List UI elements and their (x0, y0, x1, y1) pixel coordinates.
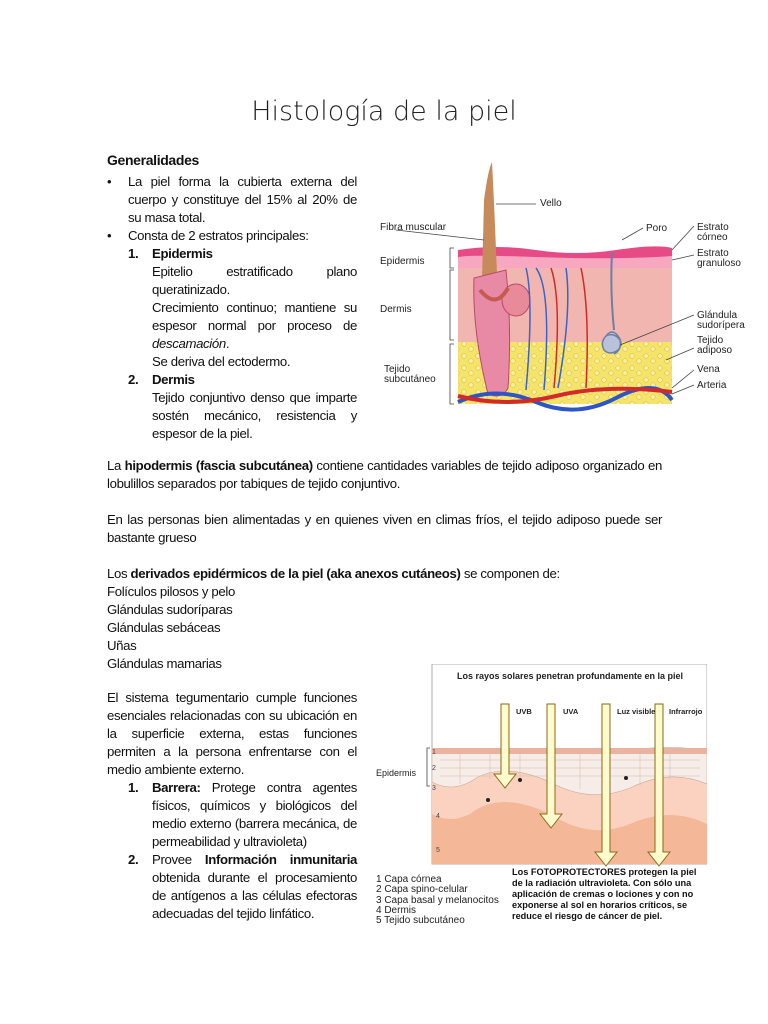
label-tejido-subcutaneo-2: subcutáneo (384, 374, 436, 385)
item-title: Dermis (152, 372, 195, 387)
label-tejido-adiposo-1: Tejido (697, 335, 724, 346)
item-number: 1. (128, 246, 139, 261)
bold-term: derivados epidérmicos de la piel (aka anexos cutáneos) (130, 566, 461, 581)
list-item: Folículos pilosos y pelo (107, 584, 235, 599)
sistema-column (107, 689, 357, 923)
list-item: Uñas (107, 638, 137, 653)
bold-term: Barrera: (152, 780, 201, 795)
legend-item: 2 Capa spino-celular (376, 884, 468, 896)
bullet-item: • Consta de 2 estratos principales: (107, 227, 357, 245)
paragraph-derivados (107, 565, 662, 583)
figure-header: Los rayos solares penetran profundamente en la piel (456, 671, 684, 681)
label-tejido-adiposo-2: adiposo (697, 345, 733, 356)
sistema-intro: El sistema tegumentario cumple funciones esenciales relacionadas con su ubicación en la superficie externa, estas funciones permiten a la persona enfrentarse con el medio ambiente externo. (107, 690, 357, 777)
layer-number: 4 (436, 813, 440, 820)
italic-term: descamación (152, 336, 226, 351)
label-vello: Vello (540, 198, 562, 209)
label-estrato-corneo-1: Estrato (697, 222, 729, 233)
page-title: Histología de la piel (251, 96, 517, 127)
ray-label: UVB (516, 707, 532, 716)
numbered-item-inmunitaria (107, 851, 357, 923)
item-number: 1. (128, 780, 139, 795)
legend-item: 5 Tejido subcutáneo (376, 915, 465, 927)
layer-number: 3 (432, 785, 436, 792)
paragraph-climas: En las personas bien alimentadas y en quienes viven en climas fríos, el tejido adiposo puede ser bastante grueso (107, 512, 662, 545)
figure-legend (376, 875, 499, 926)
label-tejido-subcutaneo-1: Tejido (384, 364, 411, 375)
layer-number: 5 (436, 847, 440, 854)
layer-number: 2 (432, 765, 436, 772)
epidermis-line (107, 299, 357, 353)
label-vena: Vena (697, 364, 720, 375)
epidermis-line: Se deriva del ectodermo. (152, 354, 291, 369)
epidermis-side-label: Epidermis (376, 768, 417, 778)
punctuation: . (225, 336, 230, 351)
legend-item: 1 Capa córnea (376, 874, 442, 885)
layer-number: 1 (432, 749, 436, 756)
skin-diagram (376, 160, 756, 425)
numbered-item-dermis (107, 371, 357, 389)
item-number: 2. (128, 852, 139, 867)
legend-item: 3 Capa basal y melanocitos (376, 894, 499, 906)
text-span: contiene cantidades variables de tejido adiposo organizado en lobulillos separados por tabiques de tejido conjuntivo. (107, 458, 662, 491)
label-fibra-muscular: Fibra muscular (380, 222, 447, 233)
list-item: Glándulas mamarias (107, 656, 222, 671)
text-span: Los (107, 566, 131, 581)
numbered-item-epidermis (107, 245, 357, 263)
label-epidermis: Epidermis (380, 256, 425, 267)
bullet-item: • La piel forma la cubierta externa del cuerpo y constituye del 15% al 20% de su masa total. (107, 173, 357, 227)
ray-label: Luz visible (617, 707, 656, 716)
epidermis-text: Crecimiento continuo; mantiene su espesor normal por proceso de (152, 300, 357, 333)
label-glandula-1: Glándula (697, 310, 738, 321)
text-span: Provee (152, 852, 205, 867)
label-estrato-granuloso-2: granuloso (697, 258, 741, 269)
stratum-corneum-layer (432, 748, 707, 754)
label-estrato-corneo-2: córneo (697, 232, 728, 243)
legend-item: 4 Dermis (376, 904, 417, 916)
generalidades-column (107, 173, 357, 443)
label-arteria: Arteria (697, 380, 727, 391)
section-heading: Generalidades (107, 152, 199, 168)
item-number: 2. (128, 372, 139, 387)
ray-label: Infrarrojo (669, 707, 703, 716)
derivados-list (107, 583, 235, 673)
label-glandula-2: sudorípera (697, 320, 745, 331)
fotoprotectores-note: Los FOTOPROTECTORES protegen la piel de la radiación ultravioleta. Con sólo una aplicación de cremas o lociones y con no exponerse al sol en horarios críticos, se reduce el riesgo de cáncer de piel. (512, 867, 697, 921)
label-estrato-granuloso-1: Estrato (697, 248, 729, 259)
item-text: obtenida durante el procesamiento de antígenos a las células efectoras adecuadas del tejido linfático. (152, 870, 357, 921)
dermis-text: Tejido conjuntivo denso que imparte sostén mecánico, resistencia y espesor de la piel. (152, 390, 357, 441)
epidermis-line: Epitelio estratificado plano queratinizado. (152, 264, 357, 297)
bold-term: Información inmunitaria (204, 852, 357, 867)
bold-term: hipodermis (fascia subcutánea) (124, 458, 313, 473)
text-span: La (107, 458, 125, 473)
list-item: Glándulas sebáceas (107, 620, 221, 635)
text-span: se componen de: (460, 566, 560, 581)
list-item: Glándulas sudoríparas (107, 602, 233, 617)
item-title: Epidermis (152, 246, 213, 261)
label-poro: Poro (646, 223, 668, 234)
numbered-item-barrera (107, 779, 357, 851)
paragraph-hipodermis (107, 457, 662, 493)
item-text: Protege contra agentes físicos, químicos y biológicos del medio externo (barrera mecánica, de permeabilidad y ultravioleta) (152, 780, 357, 849)
ray-label: UVA (563, 707, 579, 716)
label-dermis: Dermis (380, 304, 412, 315)
